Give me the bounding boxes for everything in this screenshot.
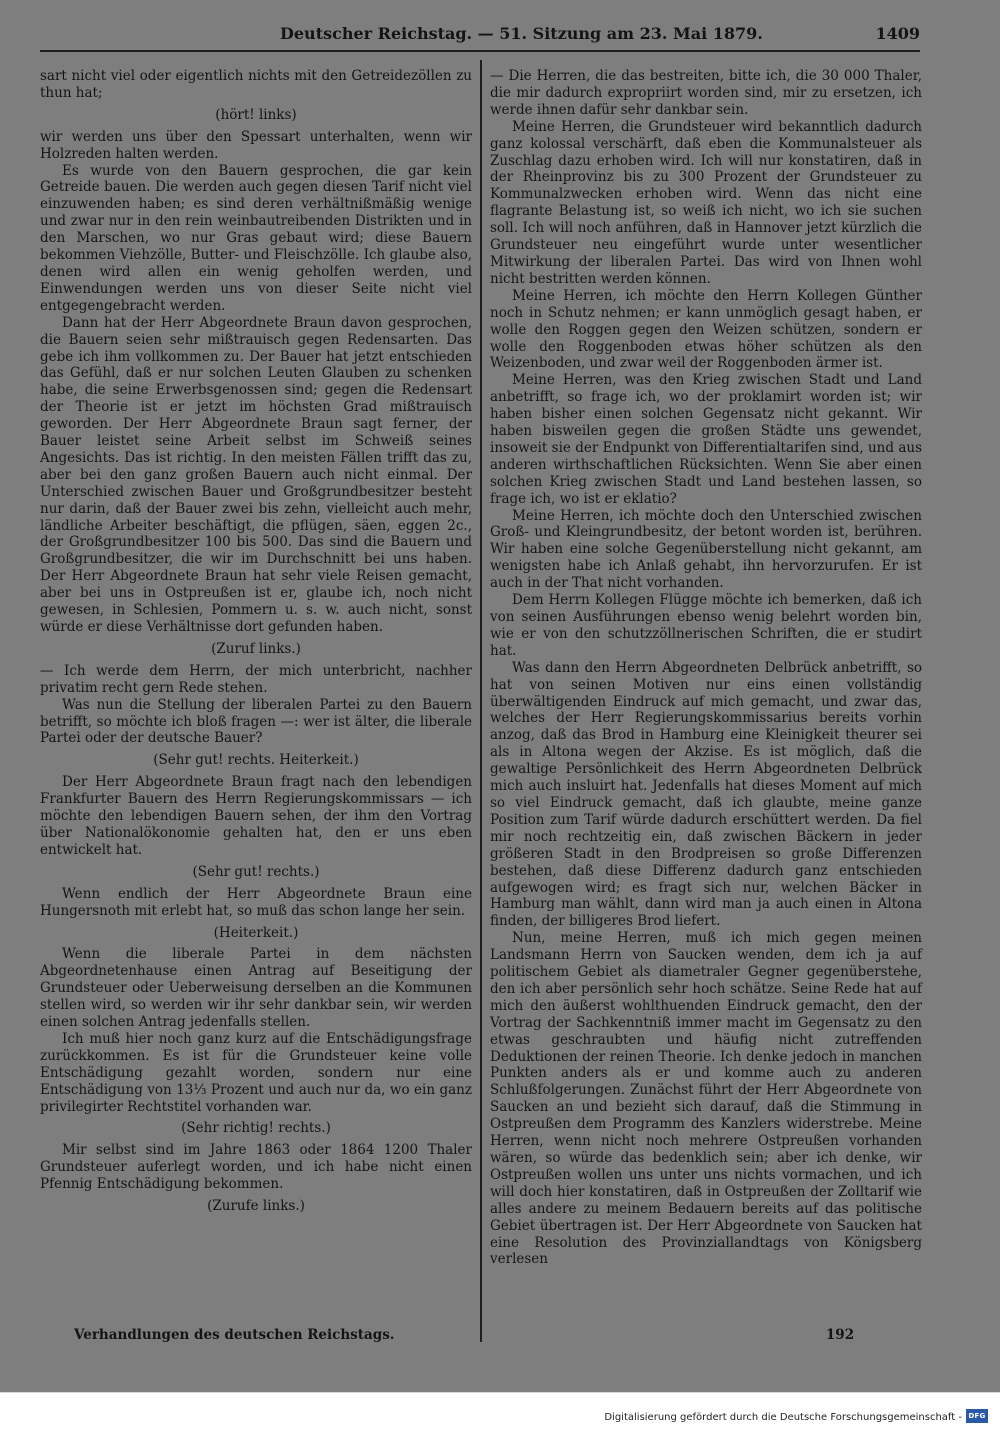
- paragraph: Meine Herren, was den Krieg zwischen Stadt und Land anbetrifft, so frage ich, wo der proklamirt worden ist; wir haben bisher einen solchen Gegensatz nicht gekannt. Wir haben bisweilen gegen die großen Städte uns gewendet, insoweit sie der Endpunkt von Differentialtarifen sind, und aus anderen wirthschaftlichen Rücksichten. Wenn Sie aber einen solchen Krieg zwischen Stadt und Land bestehen lassen, so frage ich, wo ist er eklatio?: [490, 372, 922, 507]
- paragraph: Wenn die liberale Partei in dem nächsten Abgeordnetenhause einen Antrag auf Beseitigung der Grundsteuer oder Ueberweisung derselben an die Kommunen stellen wird, so werden wir ihr sehr dankbar sein, wir werden einen solchen Antrag jedenfalls stellen.: [40, 946, 472, 1031]
- right-column: [490, 68, 922, 1268]
- paragraph: Nun, meine Herren, muß ich mich gegen meinen Landsmann Herrn von Saucken wenden, dem ich ja auf politischem Gebiet als diametraler Gegner gegenüberstehe, den ich aber persönlich sehr hoch schätze. Seine Rede hat auf mich den äußerst wohlthuenden Eindruck gemacht, den der Vortrag der Sachkenntniß immer macht im Gegensatz zu den etwas geschraubten und häufig nicht zutreffenden Deduktionen der reinen Theorie. Ich denke jedoch in manchen Punkten anders als er und komme auch zu anderen Schlußfolgerungen. Zunächst führt der Herr Abgeordnete von Saucken an und bezieht sich darauf, daß die Stimmung in Ostpreußen dem Programm des Kanzlers widerstrebe. Meine Herren, wenn nicht noch mehrere Ostpreußen vorhanden wären, so würde das bedenklich sein; aber ich denke, wir Ostpreußen wollen uns unter uns nichts vormachen, und ich will doch hier konstatiren, daß in Ostpreußen der Zolltarif wie alles andere zu meinem Bedauern bereits auf das politische Gebiet übertragen ist. Der Herr Abgeordnete von Saucken hat eine Resolution des Provinziallandtags von Königsberg verlesen: [490, 930, 922, 1268]
- digitization-credit: Digitalisierung gefördert durch die Deutsche Forschungsgemeinschaft -: [604, 1412, 962, 1423]
- paragraph: Ich muß hier noch ganz kurz auf die Entschädigungsfrage zurückkommen. Es ist für die Grundsteuer keine volle Entschädigung gezahlt worden, sondern nur eine Entschädigung von 13⅓ Prozent und auch nur da, wo ein ganz privilegirter Rechtstitel vorhanden war.: [40, 1030, 472, 1115]
- interjection: (Sehr richtig! rechts.): [181, 1120, 331, 1137]
- paragraph: Meine Herren, ich möchte doch den Unterschied zwischen Groß- und Kleingrundbesitz, der betont worden ist, berühren. Wir haben eine solche Gegenüberstellung nicht gekannt, am wenigsten habe ich Anlaß gehabt, ihn hervorzurufen. Er ist auch in der That nicht vorhanden.: [490, 507, 922, 592]
- sheet-number: 192: [825, 1327, 855, 1343]
- paragraph: — Die Herren, die das bestreiten, bitte ich, die 30 000 Thaler, die mir dadurch expropriirt worden sind, mir zu ersetzen, ich werde ihnen dafür sehr dankbar sein.: [490, 68, 922, 118]
- paragraph: wir werden uns über den Spessart unterhalten, wenn wir Holzreden halten werden.: [40, 128, 472, 162]
- paragraph: Mir selbst sind im Jahre 1863 oder 1864 1200 Thaler Grundsteuer auferlegt worden, und ich habe nicht einen Pfennig Entschädigung bekommen.: [40, 1142, 472, 1193]
- paragraph: Wenn endlich der Herr Abgeordnete Braun eine Hungersnoth mit erlebt hat, so muß das schon lange her sein.: [40, 885, 472, 919]
- paragraph: Es wurde von den Bauern gesprochen, die gar kein Getreide bauen. Die werden auch gegen diesen Tarif nicht viel einzuwenden haben; es sind deren verhältnißmäßig wenige und zwar nur in den rein weinbautreibenden Distrikten und in den Marschen, wo nur Gras gebaut wird; diese Bauern bekommen Viehzölle, Butter- und Fleischzölle. Ich glaube also, denen wird allen ein wenig geholfen werden, und Einwendungen werden uns von dieser Seite nicht viel entgegengebracht werden.: [40, 162, 472, 314]
- running-title: Deutscher Reichstag. — 51. Sitzung am 23. Mai 1879.: [280, 24, 763, 43]
- column-divider: [480, 60, 482, 1342]
- paragraph: Der Herr Abgeordnete Braun fragt nach den lebendigen Frankfurter Bauern des Herrn Regierungskommissars — ich möchte den lebendigen Bauern sehen, der ihm den Vortrag über Nationalökonomie gehalten hat, den er uns eben entwickelt hat.: [40, 774, 472, 858]
- interjection: (Sehr gut! rechts. Heiterkeit.): [153, 752, 359, 769]
- interjection: (hört! links): [215, 106, 297, 123]
- paragraph: Dem Herrn Kollegen Flügge möchte ich bemerken, daß ich von seinen Ausführungen ebenso wenig belehrt worden bin, wie er von den schutzzöllnerischen Schriften, die er studirt hat.: [490, 592, 922, 659]
- interjection: (Heiterkeit.): [213, 924, 299, 941]
- left-column: [40, 68, 472, 1220]
- paragraph: — Ich werde dem Herrn, der mich unterbricht, nachher privatim recht gern Rede stehen.: [40, 662, 472, 696]
- footer-rule: [0, 1392, 1000, 1393]
- header-rule: [40, 50, 920, 52]
- paragraph: Meine Herren, ich möchte den Herrn Kollegen Günther noch in Schutz nehmen; er kann unmöglich gesagt haben, er wolle den Roggen gegen den Weizen schützen, sondern er wolle den Roggenboden etwas höher schützen als den Weizenboden, und zwar weil der Roggenboden ärmer ist.: [490, 287, 922, 372]
- page-number: 1409: [875, 24, 920, 43]
- paragraph: Meine Herren, die Grundsteuer wird bekanntlich dadurch ganz kolossal verschärft, daß eben die Kommunalsteuer als Zuschlag dazu erhoben wird. Ich will nur konstatiren, daß in der Rheinprovinz bis zu 300 Prozent der Grundsteuer zu Kommunalzwecken erhoben wird. Wenn das nicht eine flagrante Belastung ist, so weiß ich nicht, wo ich sie suchen soll. Ich will noch anführen, daß in Hannover jetzt kürzlich die Grundsteuer neu eingeführt wurde unter wesentlicher Mitwirkung der liberalen Partei. Das wird von Ihnen wohl nicht bestritten werden können.: [490, 118, 922, 287]
- paragraph: sart nicht viel oder eigentlich nichts mit den Getreidezöllen zu thun hat;: [40, 68, 472, 101]
- paragraph: Was dann den Herrn Abgeordneten Delbrück anbetrifft, so hat von seinen Motiven nur eins einen vollständig überwältigenden Eindruck auf mich gemacht, und zwar das, welches der Herr Regierungskommissarius bereits vorhin anzog, daß das Brod in Hamburg eine Kleinigkeit theurer sei als in Altona wegen der Akzise. Es ist möglich, daß die gewaltige Persönlichkeit des Herrn Abgeordneten Delbrück mich auch insluirt hat. Jedenfalls hat dieses Moment auf mich so viel Eindruck gemacht, daß ich glaubte, meine ganze Position zum Tarif würde dadurch erschüttert werden. Da fiel mir noch rechtzeitig ein, daß zwischen Bäckern in jeder größeren Stadt in den Brodpreisen so große Differenzen bestehen, daß diese Differenz dadurch ganz entschieden aufgewogen wird; es fragt sich nur, welchen Bäcker in Hamburg man wählt, dann wird man ja auch einen in Altona finden, der billigeres Brod liefert.: [490, 659, 922, 930]
- paragraph: Was nun die Stellung der liberalen Partei zu den Bauern betrifft, so möchte ich bloß fragen —: wer ist älter, die liberale Partei oder der deutsche Bauer?: [40, 696, 472, 747]
- interjection: (Zuruf links.): [211, 640, 301, 657]
- paragraph: Dann hat der Herr Abgeordnete Braun davon gesprochen, die Bauern seien sehr mißtrauisch gegen Redensarten. Das gebe ich ihm vollkommen zu. Der Bauer hat jetzt entschieden das Gefühl, daß er nur solchen Leuten Glauben zu schenken habe, die seine Erwerbsgenossen sind; gegen die Redensart der Theorie ist er jetzt im höchsten Grad mißtrauisch geworden. Der Herr Abgeordnete Braun sagt ferner, der Bauer leistet seine Arbeit selbst im Schweiß seines Angesichts. Das ist richtig. In den meisten Fällen trifft das zu, aber bei den ganz großen Bauern auch nicht einmal. Der Unterschied zwischen Bauer und Großgrundbesitzer besteht nur darin, daß der Bauer zwei bis zehn, vielleicht auch mehr, ländliche Arbeiter beschäftigt, die pflügen, säen, eggen 2c., der Großgrundbesitzer 100 bis 500. Das sind die Bauern und Großgrundbesitzer, die wir im Durchschnitt bei uns haben. Der Herr Abgeordnete Braun hat sehr viele Reisen gemacht, aber bei uns in Ostpreußen ist er, glaube ich, noch nicht gewesen, in Schlesien, Pommern u. s. w. auch nicht, sonst würde er diese Verhältnisse dort gefunden haben.: [40, 314, 472, 635]
- interjection: (Zurufe links.): [207, 1198, 305, 1215]
- interjection: (Sehr gut! rechts.): [192, 863, 320, 880]
- dfg-logo-icon: DFG: [966, 1409, 988, 1423]
- signature-line: Verhandlungen des deutschen Reichstags.: [74, 1327, 395, 1343]
